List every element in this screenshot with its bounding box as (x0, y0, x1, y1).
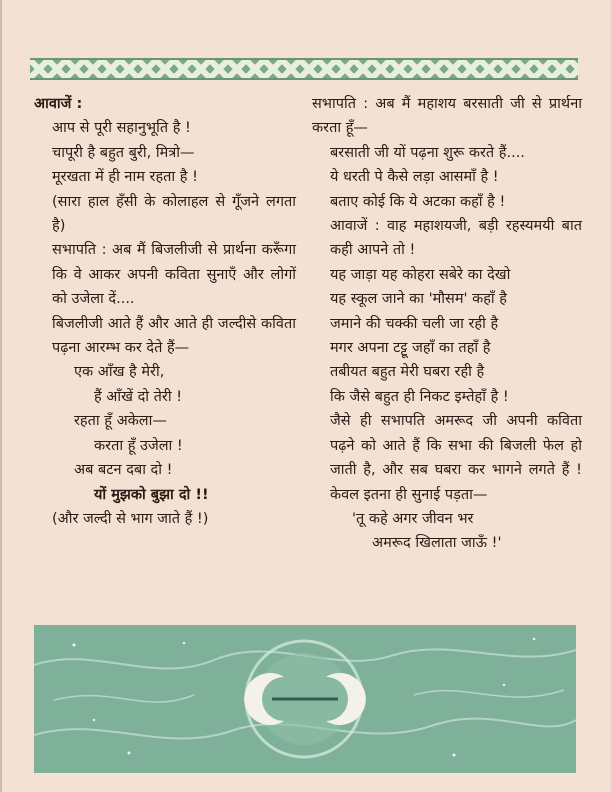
poem-line: यह स्कूल जाने का 'मौसम' कहाँ है (330, 291, 507, 308)
poem-line: यह जाड़ा यह कोहरा सबेरे का देखो (330, 266, 511, 283)
poem-line: यों मुझको बुझा दो !! (94, 486, 209, 503)
poem-line: ये धरती पे कैसे लड़ा आसमाँ है ! (330, 169, 499, 186)
text-line: आप से पूरी सहानुभूति है ! (52, 120, 191, 137)
poem-line: बताए कोई कि ये अटका कहाँ है ! (330, 193, 506, 210)
poem-line: अब बटन दबा दो ! (74, 462, 173, 479)
moon-illustration (34, 625, 576, 773)
poem-line: जमाने की चक्की चली जा रही है (330, 315, 499, 332)
text-line: मूरखता में ही नाम रहता है ! (52, 169, 198, 186)
night-sky-drawing (34, 625, 576, 773)
narration: बरसाती जी यों पढ़ना शुरू करते हैं.... (330, 144, 525, 161)
chair-speech: सभापति : अब मैं बिजलीजी से प्रार्थना करूँगा कि वे आकर अपनी कविता सुनाएँ और लोगों को उजेला दें.... (52, 242, 296, 308)
poem-line: 'तू कहे अगर जीवन भर (352, 510, 474, 527)
chair-speech: सभापति : अब मैं महाशय बरसाती जी से प्रार्थना करता हूँ— (312, 96, 582, 137)
poem-line: रहता हूँ अकेला— (74, 413, 167, 430)
narration: बिजलीजी आते हैं और आते ही जल्दीसे कविता पढ़ना आरम्भ कर देते हैं— (52, 315, 296, 357)
poem-line: मगर अपना टट्टू जहाँ का तहाँ है (330, 340, 491, 357)
stage-direction: (और जल्दी से भाग जाते हैं !) (52, 510, 209, 527)
closing-narration: जैसे ही सभापति अमरूद जी अपनी कविता पढ़ने को आते हैं कि सभा की बिजली फेल हो जाती है, और सब घबरा कर भागने लगते हैं ! केवल इतना ही सुनाई पड़ता— (330, 413, 582, 503)
left-column (34, 92, 296, 531)
poem-line: हैं आँखें दो तेरी ! (94, 388, 183, 405)
poem-line: कि जैसे बहुत ही निकट इम्तेहाँ है ! (330, 388, 509, 405)
poem-line: करता हूँ उजेला ! (94, 437, 183, 454)
poem-line: तबीयत बहुत मेरी घबरा रही है (330, 364, 485, 381)
poem-line: एक आँख है मेरी, (74, 364, 165, 381)
text-line: चापूरी है बहुत बुरी, मित्रो— (52, 144, 195, 161)
voices-response: आवाजें : वाह महाशयजी, बड़ी रहस्यमयी बात कही आपने तो ! (330, 218, 582, 259)
poem-line: अमरूद खिलाता जाऊँ !' (372, 535, 502, 552)
stage-direction: (सारा हाल हँसी के कोलाहल से गूँजने लगता है) (52, 193, 296, 235)
voices-heading: आवाजें : (34, 96, 83, 112)
right-column (312, 92, 582, 556)
decorative-border (30, 58, 578, 80)
